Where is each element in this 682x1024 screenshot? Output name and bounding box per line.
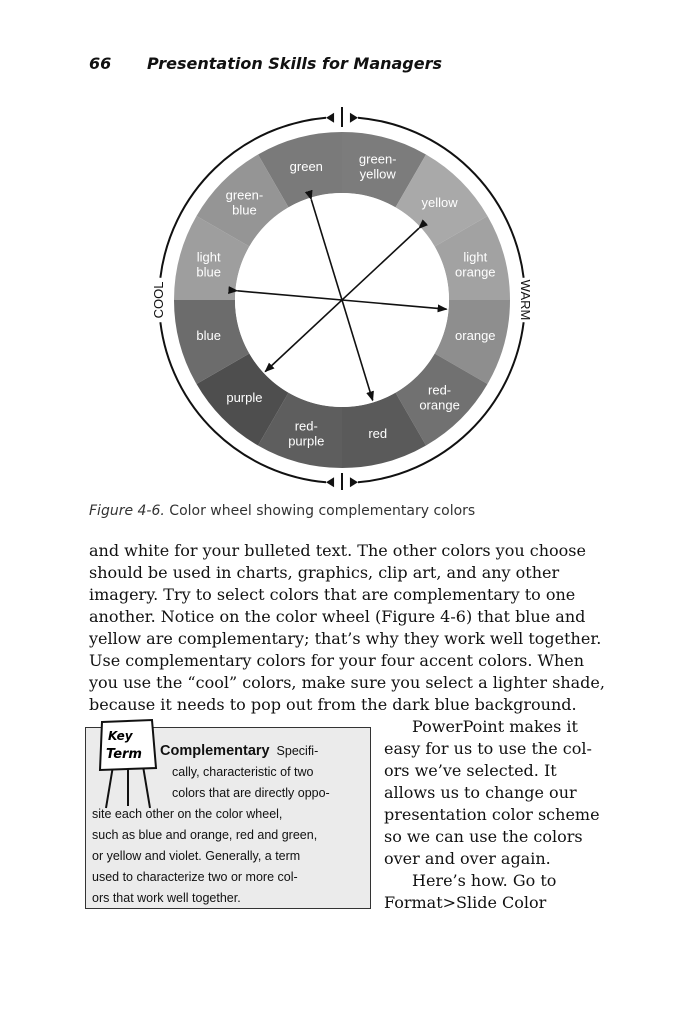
side-column-paragraph — [384, 716, 614, 914]
warm-label: WARM — [518, 279, 533, 321]
definition-start: Specifi- — [276, 744, 319, 758]
column-line: Format>Slide Color — [384, 893, 547, 912]
body-line: and white for your bulleted text. The other colors you choose — [89, 541, 586, 560]
column-line: PowerPoint makes it — [412, 717, 578, 736]
key-term-box — [85, 727, 371, 909]
running-head — [89, 54, 442, 73]
body-line: you use the “cool” colors, make sure you select a lighter shade, — [89, 673, 605, 692]
definition-line: used to characterize two or more col- — [92, 870, 298, 884]
caption-label: Figure 4-6. — [89, 503, 165, 519]
definition-line: ors that work well together. — [92, 891, 241, 905]
color-wheel-figure — [142, 100, 542, 490]
definition-line: such as blue and orange, red and green, — [92, 828, 318, 842]
definition-line: or yellow and violet. Generally, a term — [92, 849, 301, 863]
column-line: Here’s how. Go to — [412, 871, 557, 890]
segment-label: orange — [455, 328, 496, 344]
column-line: allows us to change our — [384, 783, 577, 802]
sign-key-label: Key — [108, 729, 133, 743]
segment-label: blue — [196, 328, 221, 344]
definition-line: colors that are directly oppo- — [172, 786, 330, 800]
cool-label: COOL — [151, 281, 166, 319]
column-line: so we can use the colors — [384, 827, 583, 846]
segment-label: purple — [226, 390, 263, 406]
body-line: because it needs to pop out from the dark blue background. — [89, 695, 577, 714]
segment-label: yellow — [421, 194, 458, 210]
body-line: yellow are complementary; that’s why they work well together. — [89, 629, 602, 648]
segment-label: red — [368, 425, 388, 441]
key-term-first-line — [160, 742, 318, 761]
column-line: easy for us to use the col- — [384, 739, 592, 758]
figure-caption — [89, 503, 475, 519]
definition-line: site each other on the color wheel, — [92, 807, 283, 821]
segment-label: green-blue — [225, 187, 264, 218]
key-term-sign-icon — [92, 718, 166, 810]
segment-label: light orange — [455, 249, 496, 280]
body-line: imagery. Try to select colors that are complementary to one — [89, 585, 576, 604]
body-line: another. Notice on the color wheel (Figure 4-6) that blue and — [89, 607, 586, 626]
segment-label: red-orange — [419, 382, 460, 413]
body-line: Use complementary colors for your four accent colors. When — [89, 651, 585, 670]
caption-text: Color wheel showing complementary colors — [169, 503, 476, 519]
column-line: over and over again. — [384, 849, 551, 868]
key-term-word: Complementary — [160, 743, 270, 759]
segment-label: green-yellow — [358, 151, 397, 182]
page-number: 66 — [89, 54, 112, 73]
column-line: ors we’ve selected. It — [384, 761, 557, 780]
body-paragraph — [89, 540, 609, 716]
sign-term-label: Term — [106, 747, 142, 762]
segment-label: green — [289, 159, 323, 175]
column-line: presentation color scheme — [384, 805, 600, 824]
segment-label: red-purple — [288, 418, 325, 449]
book-title: Presentation Skills for Managers — [147, 54, 443, 73]
definition-line: cally, characteristic of two — [172, 765, 314, 779]
segment-label: light blue — [196, 249, 221, 280]
body-line: should be used in charts, graphics, clip art, and any other — [89, 563, 560, 582]
